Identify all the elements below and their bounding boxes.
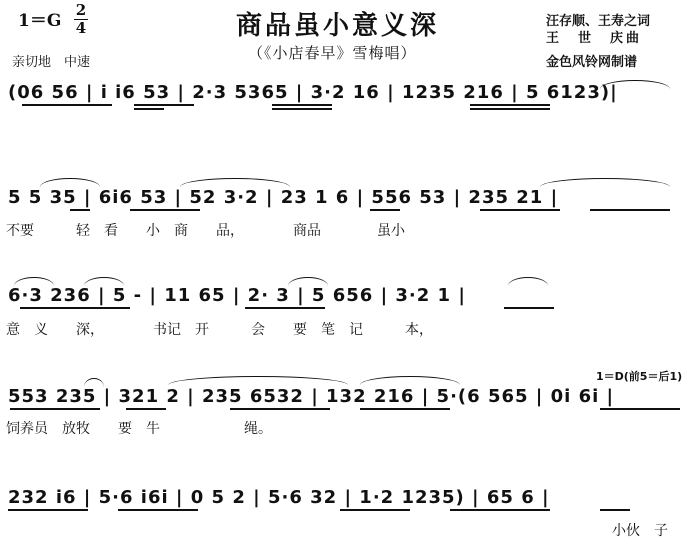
beam <box>450 509 550 511</box>
slur <box>40 178 100 187</box>
beam <box>480 209 560 211</box>
beam <box>504 307 554 309</box>
slur <box>14 277 54 286</box>
time-signature <box>74 3 88 36</box>
beam <box>10 408 100 410</box>
lyricist-credit: 汪存顺、王寿之词 <box>546 14 651 29</box>
beam <box>245 307 325 309</box>
slur <box>540 178 670 187</box>
lyrics-row-3: 意 义 深， 书记 开 会 要 笔 记 本， <box>6 322 433 338</box>
score-maker: 金色风铃网制谱 <box>546 55 638 70</box>
beam <box>134 104 194 106</box>
tempo-marking: 亲切地 中速 <box>12 55 91 70</box>
beam <box>600 408 680 410</box>
beam <box>272 108 332 110</box>
notation-row-3: 6·3 236 | 5 - | 11 65 | 2· 3 | 5 656 | 3·2 1 | <box>8 285 466 306</box>
beam <box>70 209 90 211</box>
slur <box>288 277 328 286</box>
beam <box>22 104 112 106</box>
key-signature: 1＝G <box>18 11 62 31</box>
beam <box>600 509 630 511</box>
beam <box>590 209 670 211</box>
composer-credit: 王 世 庆曲 <box>546 31 643 46</box>
time-signature-bottom: 4 <box>75 19 87 37</box>
notation-row-2: 5 5 35 | 6i6 53 | 52 3·2 | 23 1 6 | 556 53 | 235 21 | <box>8 187 559 208</box>
beam <box>230 408 330 410</box>
beam <box>134 108 164 110</box>
slur <box>168 376 348 385</box>
slur <box>84 277 124 286</box>
slur <box>84 378 104 387</box>
slur <box>360 376 460 385</box>
beam <box>126 408 166 410</box>
slur <box>600 80 670 89</box>
beam <box>8 509 88 511</box>
beam <box>340 509 410 511</box>
beam <box>272 104 332 106</box>
slur <box>180 178 290 187</box>
beam <box>130 209 200 211</box>
song-subtitle: （《小店春早》雪梅唱） <box>248 44 417 62</box>
song-title: 商品虽小意义深 <box>236 11 440 41</box>
beam <box>470 108 550 110</box>
beam <box>20 307 130 309</box>
time-signature-top: 2 <box>75 1 87 19</box>
slur <box>508 277 548 286</box>
beam <box>470 104 550 106</box>
notation-row-5: 232 i6 | 5·6 i6i | 0 5 2 | 5·6 32 | 1·2 1235) | 65 6 | <box>8 487 550 508</box>
beam <box>370 209 400 211</box>
lyrics-row-2: 不要 轻 看 小 商 品， 商品 虽小 <box>6 223 405 239</box>
notation-row-1: (06 56 | i i6 53 | 2·3 5365 | 3·2 16 | 1235 216 | 5 6123)| <box>8 82 618 103</box>
key-change-marking: 1＝D(前5＝后1) <box>596 370 683 383</box>
lyrics-row-4: 饲养员 放牧 要 牛 绳。 <box>6 421 272 437</box>
beam <box>118 509 198 511</box>
beam <box>360 408 450 410</box>
lyrics-row-5: 小伙 子 <box>612 523 668 539</box>
notation-row-4: 553 235 | 321 2 | 235 6532 | 132 216 | 5·(6 565 | 0i 6i | <box>8 386 615 407</box>
